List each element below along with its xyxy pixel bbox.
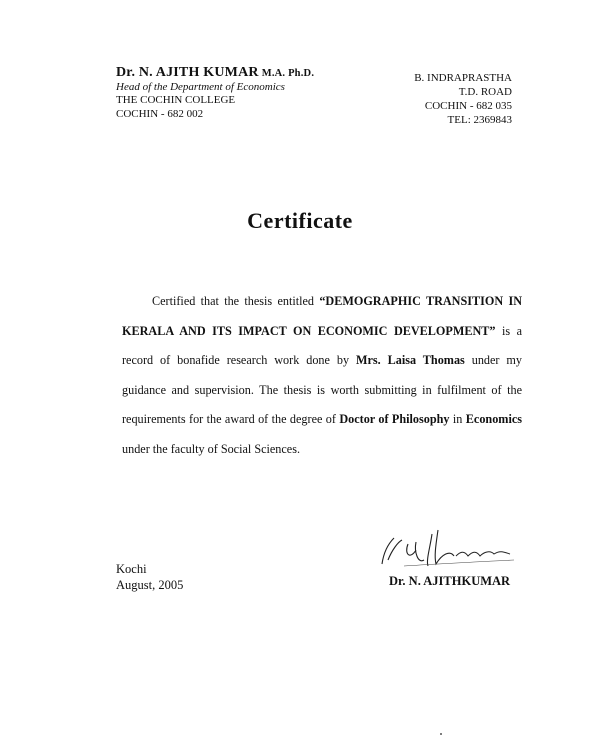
letterhead-left <box>116 66 314 121</box>
handwritten-signature <box>364 520 534 575</box>
scan-speck <box>440 733 442 735</box>
subject-name: Economics <box>465 412 522 426</box>
address-line-4: TEL: 2369843 <box>447 114 512 126</box>
body-text-2: is a record of bonafide research work done by <box>122 323 522 367</box>
name-text: Dr. N. AJITH KUMAR <box>116 65 259 80</box>
place-text: Kochi <box>116 562 147 576</box>
thesis-title: “DEMOGRAPHIC TRANSITION IN KERALA AND ITS IMPACT ON ECONOMIC DEVELOPMENT” <box>122 294 523 338</box>
letterhead-city: COCHIN - 682 002 <box>116 107 204 120</box>
certificate-paragraph <box>122 287 522 464</box>
letterhead-address <box>414 71 512 127</box>
letterhead-college: THE COCHIN COLLEGE <box>116 94 236 106</box>
letterhead-name <box>116 66 314 81</box>
address-line-2: T.D. ROAD <box>458 86 512 98</box>
degrees-text: M.A. Ph.D. <box>261 68 315 79</box>
certificate-title: Certificate <box>247 208 353 233</box>
degree-name: Doctor of Philosophy <box>339 412 450 426</box>
place-date <box>116 561 183 593</box>
body-text-4: in <box>449 412 466 426</box>
signatory-name: Dr. N. AJITHKUMAR <box>389 574 511 588</box>
body-text-3: under my guidance and supervision. The thesis is worth submitting in fulfilment of the requirements for the award of the degree of <box>122 353 522 426</box>
letterhead-role: Head of the Department of Economics <box>116 80 285 93</box>
date-text: August, 2005 <box>116 578 184 592</box>
address-line-3: COCHIN - 682 035 <box>424 100 512 112</box>
body-text-1: Certified that the thesis entitled <box>152 294 320 308</box>
address-line-1: B. INDRAPRASTHA <box>414 72 512 84</box>
candidate-name: Mrs. Laisa Thomas <box>356 353 465 367</box>
certificate-body <box>122 287 522 464</box>
body-text-5: under the faculty of Social Sciences. <box>122 441 301 456</box>
